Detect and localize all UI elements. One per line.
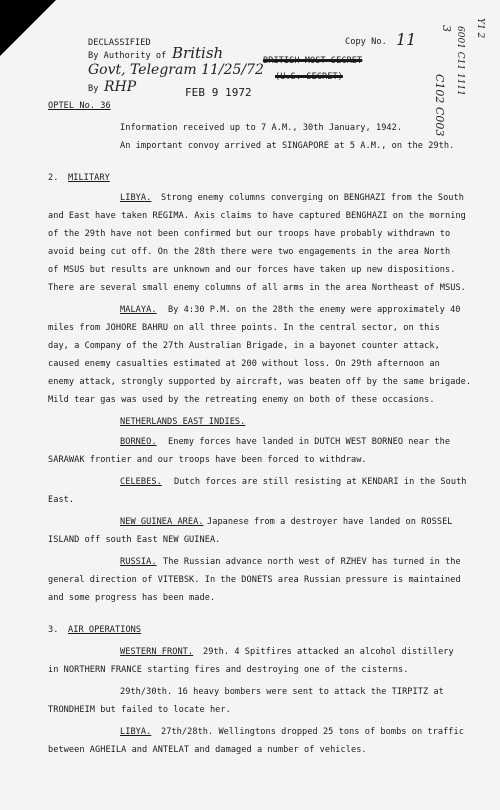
paragraph-line: ISLAND off south East NEW GUINEA.: [48, 535, 221, 545]
section-number-2: 2.: [48, 173, 59, 183]
paragraph-line: Strong enemy columns converging on BENGHAZI from the South: [161, 193, 464, 203]
celebes-label: CELEBES.: [120, 477, 162, 487]
paragraph-line: 29th/30th. 16 heavy bombers were sent to attack the TIRPITZ at: [120, 687, 444, 697]
intro-line-1: Information received up to 7 A.M., 30th January, 1942.: [120, 123, 403, 133]
optel-number: OPTEL No. 36: [48, 101, 111, 111]
struck-classification-us: (U.S. SECRET): [275, 72, 343, 82]
paragraph-line: and some progress has been made.: [48, 593, 216, 603]
paragraph-line: Enemy forces have landed in DUTCH WEST BORNEO near the: [168, 437, 451, 447]
section-heading-military: MILITARY: [68, 173, 110, 183]
authority-handwriting-2: Govt, Telegram 11/25/72: [88, 62, 264, 78]
russia-label: RUSSIA.: [120, 557, 157, 567]
corner-black-tab: [0, 0, 56, 56]
paragraph-line: 29th. 4 Spitfires attacked an alcohol distillery: [203, 647, 454, 657]
paragraph-line: miles from JOHORE BAHRU on all three points. In the central sector, on this: [48, 323, 440, 333]
margin-note-2: C102 C003: [433, 74, 446, 137]
libya-label: LIBYA.: [120, 193, 152, 203]
air-libya-label: LIBYA.: [120, 727, 152, 737]
new-guinea-label: NEW GUINEA AREA.: [120, 517, 204, 527]
paragraph-line: Mild tear gas was used by the retreating enemy on both of these occasions.: [48, 395, 435, 405]
section-heading-air: AIR OPERATIONS: [68, 625, 142, 635]
paragraph-line: Dutch forces are still resisting at KENDARI in the South: [174, 477, 467, 487]
intro-line-2: An important convoy arrived at SINGAPORE at 5 A.M., on the 29th.: [120, 141, 455, 151]
paragraph-line: in NORTHERN FRANCE starting fires and destroying one of the cisterns.: [48, 665, 409, 675]
paragraph-line: general direction of VITEBSK. In the DONETS area Russian pressure is maintained: [48, 575, 461, 585]
paragraph-line: TRONDHEIM but failed to locate her.: [48, 705, 231, 715]
paragraph-line: between AGHEILA and ANTELAT and damaged a number of vehicles.: [48, 745, 367, 755]
copy-no-label: Copy No.: [345, 37, 387, 47]
copy-no-value: 11: [396, 30, 417, 49]
margin-note-1: 3: [440, 25, 453, 32]
declassified-stamp: DECLASSIFIED: [88, 38, 151, 48]
by-label: By: [88, 84, 99, 94]
borneo-label: BORNEO.: [120, 437, 157, 447]
netherlands-heading: NETHERLANDS EAST INDIES.: [120, 417, 246, 427]
paragraph-line: avoid being cut off. On the 28th there were two engagements in the area North: [48, 247, 451, 257]
paragraph-line: 27th/28th. Wellingtons dropped 25 tons of bombs on traffic: [161, 727, 464, 737]
date-stamp: FEB 9 1972: [185, 86, 252, 99]
paragraph-line: There are several small enemy columns of all arms in the area Northeast of MSUS.: [48, 283, 466, 293]
section-number-3: 3.: [48, 625, 59, 635]
paragraph-line: By 4:30 P.M. on the 28th the enemy were approximately 40: [168, 305, 461, 315]
paragraph-line: East.: [48, 495, 75, 505]
paragraph-line: enemy attack, strongly supported by aircraft, was beaten off by the same brigade.: [48, 377, 472, 387]
paragraph-line: day, a Company of the 27th Australian Brigade, in a bayonet counter attack,: [48, 341, 440, 351]
margin-note-4: Y1 2: [475, 18, 485, 39]
paragraph-line: SARAWAK frontier and our troops have been forced to withdraw.: [48, 455, 367, 465]
margin-note-3: 6001 C11 1111: [455, 26, 465, 96]
western-front-label: WESTERN FRONT.: [120, 647, 194, 657]
paragraph-line: caused enemy casualties estimated at 200 without loss. On 29th afternoon an: [48, 359, 440, 369]
struck-classification: BRITISH MOST SECRET: [263, 56, 363, 66]
by-authority-label: By Authority of: [88, 51, 167, 61]
by-handwriting: RHP: [104, 79, 137, 95]
malaya-label: MALAYA.: [120, 305, 157, 315]
paragraph-line: of the 29th have not been confirmed but our troops have probably withdrawn to: [48, 229, 451, 239]
paragraph-line: and East have taken REGIMA. Axis claims to have captured BENGHAZI on the morning: [48, 211, 466, 221]
paragraph-line: Japanese from a destroyer have landed on ROSSEL: [207, 517, 453, 527]
paragraph-line: The Russian advance north west of RZHEV has turned in the: [163, 557, 461, 567]
authority-handwriting: British: [172, 44, 224, 62]
paragraph-line: of MSUS but results are unknown and our forces have taken up new dispositions.: [48, 265, 456, 275]
